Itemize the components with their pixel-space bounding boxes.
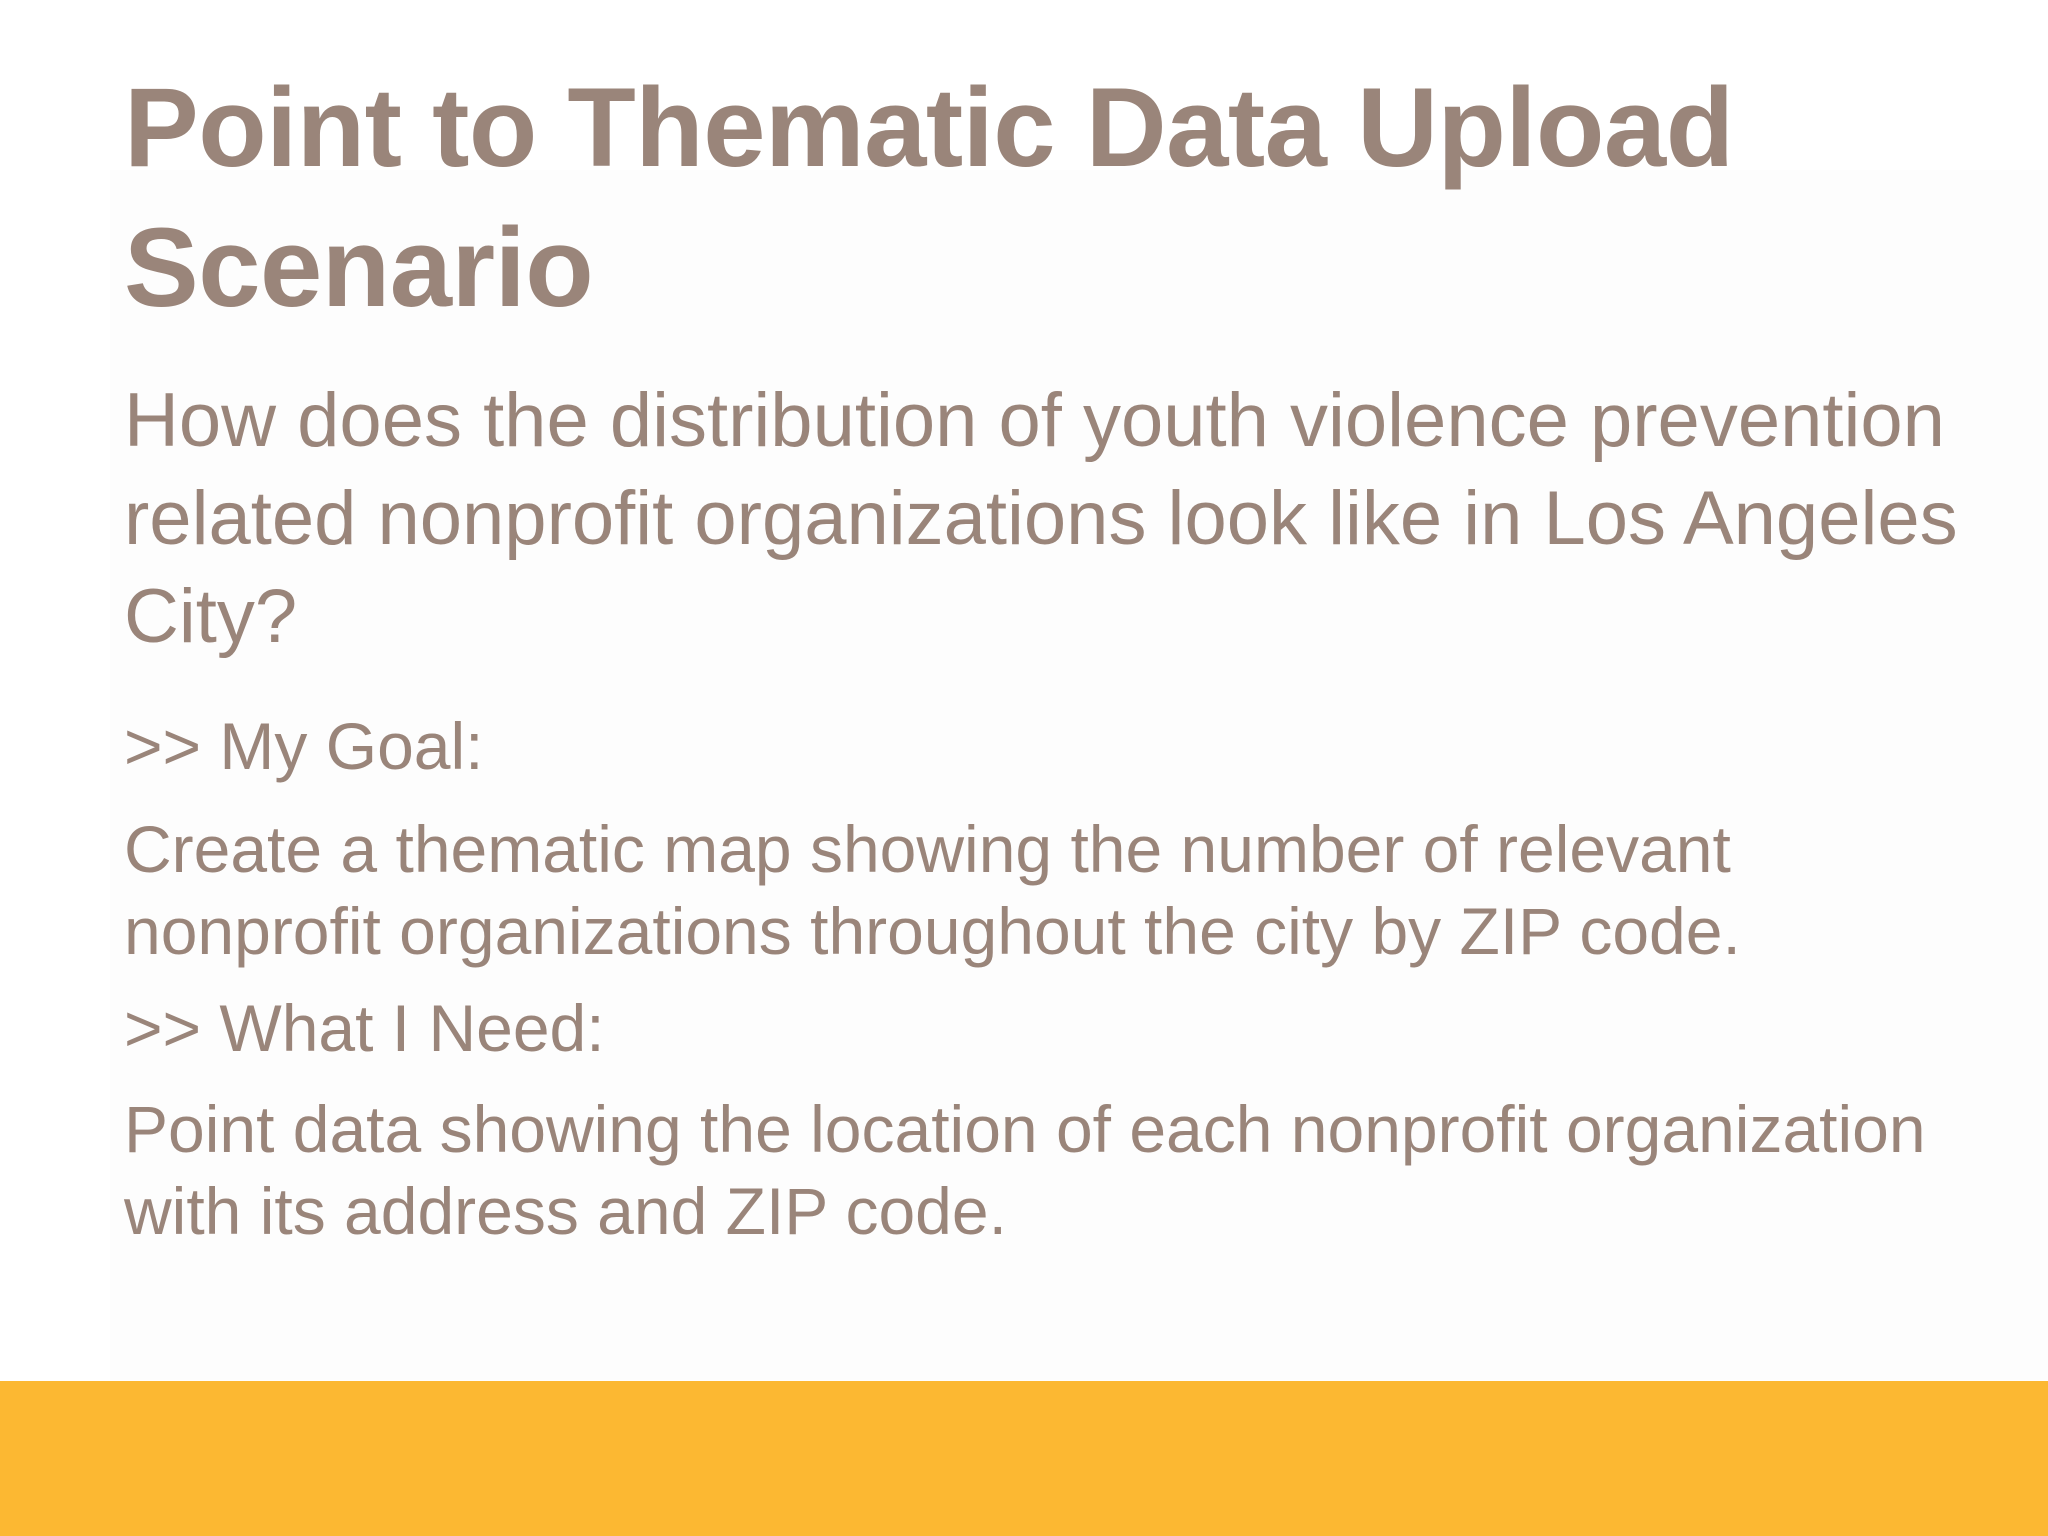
goal-label: >> My Goal: xyxy=(124,709,484,783)
need-label: >> What I Need: xyxy=(124,991,605,1065)
footer-band xyxy=(0,1381,2048,1536)
research-question: How does the distribution of youth violence prevention related nonprofit organizations look like in Los Angeles City? xyxy=(124,378,1958,659)
goal-text: Create a thematic map showing the number of relevant nonprofit organizations throughout the city by ZIP code. xyxy=(124,812,1741,968)
slide-title: Point to Thematic Data Upload Scenario xyxy=(124,65,1734,330)
need-text: Point data showing the location of each nonprofit organization with its address and ZIP code. xyxy=(124,1092,1926,1248)
